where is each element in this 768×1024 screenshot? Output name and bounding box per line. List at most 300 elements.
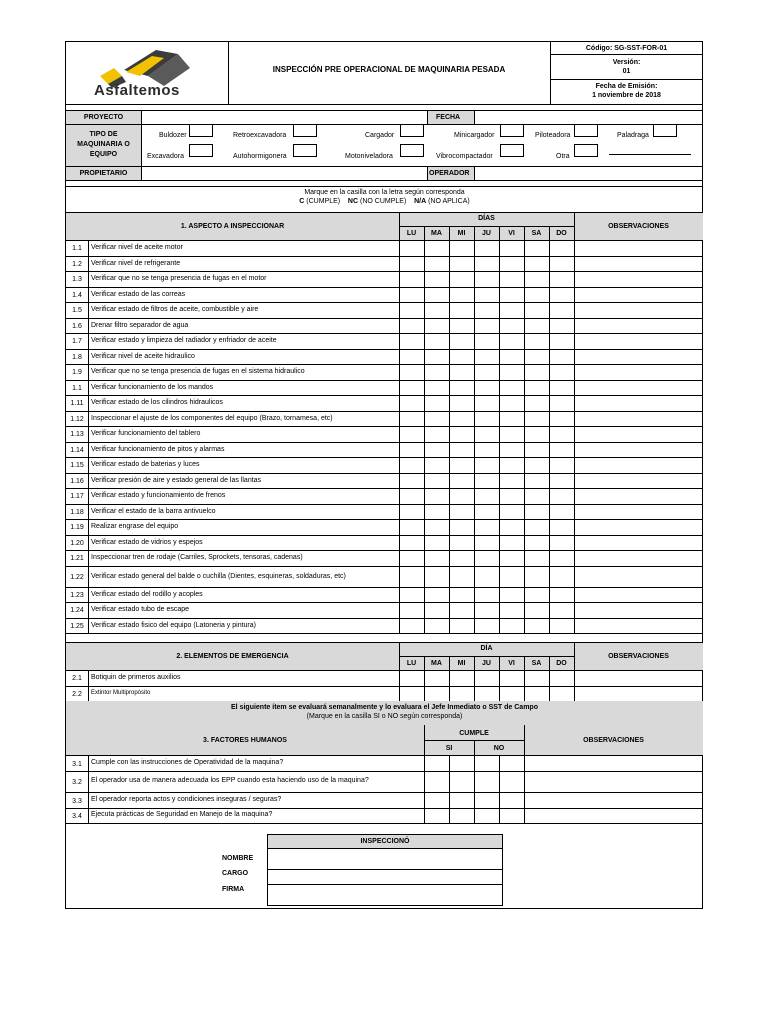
day-cell[interactable] xyxy=(450,443,473,457)
day-cell[interactable] xyxy=(400,687,423,701)
day-cell[interactable] xyxy=(400,551,423,565)
day-cell[interactable] xyxy=(525,350,548,364)
day-cell[interactable] xyxy=(400,350,423,364)
no-cell[interactable] xyxy=(500,772,523,791)
day-cell[interactable] xyxy=(550,241,573,255)
observation-cell[interactable] xyxy=(575,272,702,286)
day-cell[interactable] xyxy=(450,520,473,534)
day-cell[interactable] xyxy=(475,443,498,457)
item-text: Verificar funcionamiento de los mandos xyxy=(91,383,214,391)
day-cell[interactable] xyxy=(500,489,523,503)
day-cell[interactable] xyxy=(450,474,473,488)
machine-label: Piloteadora xyxy=(535,132,571,139)
observation-cell[interactable] xyxy=(525,809,702,822)
observation-cell[interactable] xyxy=(575,412,702,426)
machine-type-label: MAQUINARIA O xyxy=(77,141,130,148)
item-text: Verificar estado y funcionamiento de frenos xyxy=(91,492,226,500)
propietario-label: PROPIETARIO xyxy=(79,170,128,177)
day-cell[interactable] xyxy=(400,257,423,271)
day-cell[interactable] xyxy=(525,567,548,586)
day-cell[interactable] xyxy=(425,458,448,472)
day-cell[interactable] xyxy=(425,567,448,586)
day-cell[interactable] xyxy=(450,365,473,379)
observation-cell[interactable] xyxy=(575,603,702,617)
day-cell[interactable] xyxy=(500,381,523,395)
day-header-do: DO xyxy=(556,660,567,667)
day-cell[interactable] xyxy=(525,365,548,379)
day-cell[interactable] xyxy=(450,272,473,286)
observation-cell[interactable] xyxy=(575,396,702,410)
day-cell[interactable] xyxy=(550,567,573,586)
day-cell[interactable] xyxy=(450,687,473,701)
day-cell[interactable] xyxy=(550,350,573,364)
day-cell[interactable] xyxy=(475,536,498,550)
day-cell[interactable] xyxy=(550,396,573,410)
no-cell[interactable] xyxy=(475,793,498,807)
day-cell[interactable] xyxy=(550,520,573,534)
day-cell[interactable] xyxy=(500,257,523,271)
day-cell[interactable] xyxy=(500,334,523,348)
day-cell[interactable] xyxy=(525,303,548,317)
no-cell[interactable] xyxy=(475,809,498,822)
day-cell[interactable] xyxy=(500,427,523,441)
observation-cell[interactable] xyxy=(575,489,702,503)
observation-cell[interactable] xyxy=(575,288,702,302)
observation-cell[interactable] xyxy=(575,671,702,685)
day-cell[interactable] xyxy=(400,520,423,534)
machine-label: Buldozer xyxy=(159,132,187,139)
day-cell[interactable] xyxy=(450,458,473,472)
day-cell[interactable] xyxy=(400,365,423,379)
version-label: Versión: xyxy=(612,59,641,66)
day-cell[interactable] xyxy=(475,520,498,534)
day-cell[interactable] xyxy=(400,567,423,586)
day-cell[interactable] xyxy=(475,412,498,426)
day-header-sa: SA xyxy=(531,660,542,667)
firma-field[interactable] xyxy=(268,885,502,905)
item-number: 1.17 xyxy=(70,493,84,501)
item-text: Drenar filtro separador de agua xyxy=(91,321,189,329)
no-cell[interactable] xyxy=(475,772,498,791)
day-cell[interactable] xyxy=(425,319,448,333)
observation-cell[interactable] xyxy=(575,381,702,395)
observation-cell[interactable] xyxy=(575,334,702,348)
observation-cell[interactable] xyxy=(575,588,702,602)
day-cell[interactable] xyxy=(400,671,423,685)
day-cell[interactable] xyxy=(400,319,423,333)
day-cell[interactable] xyxy=(475,303,498,317)
day-cell[interactable] xyxy=(475,257,498,271)
item-number: 1.25 xyxy=(70,622,84,630)
day-cell[interactable] xyxy=(525,334,548,348)
machine-label: Vibrocompactador xyxy=(436,153,493,160)
day-cell[interactable] xyxy=(425,443,448,457)
day-cell[interactable] xyxy=(525,520,548,534)
day-cell[interactable] xyxy=(425,536,448,550)
observations-header: OBSERVACIONES xyxy=(583,737,644,744)
nombre-field[interactable] xyxy=(268,849,502,868)
day-cell[interactable] xyxy=(425,427,448,441)
day-cell[interactable] xyxy=(500,443,523,457)
observation-cell[interactable] xyxy=(525,772,702,791)
day-cell[interactable] xyxy=(550,474,573,488)
machine-label: Excavadora xyxy=(147,153,184,160)
day-cell[interactable] xyxy=(425,303,448,317)
day-cell[interactable] xyxy=(550,381,573,395)
day-cell[interactable] xyxy=(475,334,498,348)
si-cell[interactable] xyxy=(425,756,448,770)
item-text: Verificar que no se tenga presencia de fugas en el motor xyxy=(91,275,267,283)
day-cell[interactable] xyxy=(550,603,573,617)
day-cell[interactable] xyxy=(425,687,448,701)
day-cell[interactable] xyxy=(400,241,423,255)
si-cell[interactable] xyxy=(450,793,473,807)
form-code: Código: SG-SST-FOR-01 xyxy=(585,45,668,52)
no-cell[interactable] xyxy=(500,793,523,807)
day-cell[interactable] xyxy=(475,241,498,255)
day-cell[interactable] xyxy=(425,671,448,685)
day-cell[interactable] xyxy=(400,458,423,472)
day-cell[interactable] xyxy=(450,505,473,519)
day-cell[interactable] xyxy=(425,350,448,364)
day-cell[interactable] xyxy=(425,520,448,534)
day-cell[interactable] xyxy=(550,443,573,457)
item-number: 1.16 xyxy=(70,477,84,485)
machine-label: Paladraga xyxy=(617,132,649,139)
day-cell[interactable] xyxy=(425,272,448,286)
day-cell[interactable] xyxy=(500,520,523,534)
day-cell[interactable] xyxy=(525,603,548,617)
day-cell[interactable] xyxy=(450,381,473,395)
section1-title: 1. ASPECTO A INSPECCIONAR xyxy=(180,223,285,230)
item-text: Verificar nivel de aceite hidraulico xyxy=(91,352,195,360)
day-cell[interactable] xyxy=(425,381,448,395)
no-cell[interactable] xyxy=(500,809,523,822)
day-cell[interactable] xyxy=(475,288,498,302)
machine-type-label: EQUIPO xyxy=(89,151,118,158)
day-cell[interactable] xyxy=(425,412,448,426)
day-cell[interactable] xyxy=(500,303,523,317)
day-cell[interactable] xyxy=(525,505,548,519)
day-cell[interactable] xyxy=(500,474,523,488)
si-cell[interactable] xyxy=(425,772,448,791)
day-cell[interactable] xyxy=(450,603,473,617)
day-cell[interactable] xyxy=(475,489,498,503)
day-cell[interactable] xyxy=(400,427,423,441)
day-cell[interactable] xyxy=(425,489,448,503)
si-cell[interactable] xyxy=(450,772,473,791)
day-cell[interactable] xyxy=(550,505,573,519)
observation-cell[interactable] xyxy=(575,687,702,701)
day-cell[interactable] xyxy=(400,443,423,457)
day-cell[interactable] xyxy=(450,536,473,550)
item-number: 1.1 xyxy=(72,245,82,253)
day-cell[interactable] xyxy=(450,396,473,410)
day-cell[interactable] xyxy=(525,536,548,550)
day-cell[interactable] xyxy=(400,588,423,602)
day-header-ju: JU xyxy=(482,230,491,237)
weekly-note: El siguiente ítem se evaluará semanalmente y lo evaluara el Jefe Inmediato o SST de Campo xyxy=(231,704,538,711)
day-cell[interactable] xyxy=(425,334,448,348)
day-header: DÍA xyxy=(480,645,493,652)
day-cell[interactable] xyxy=(500,603,523,617)
day-cell[interactable] xyxy=(475,381,498,395)
day-cell[interactable] xyxy=(475,427,498,441)
form-title: INSPECCIÓN PRE OPERACIONAL DE MAQUINARIA PESADA xyxy=(272,65,506,74)
day-cell[interactable] xyxy=(450,427,473,441)
day-cell[interactable] xyxy=(475,603,498,617)
day-cell[interactable] xyxy=(450,241,473,255)
day-cell[interactable] xyxy=(525,489,548,503)
day-cell[interactable] xyxy=(550,588,573,602)
day-cell[interactable] xyxy=(525,241,548,255)
cargo-field[interactable] xyxy=(268,870,502,883)
item-number: 1.4 xyxy=(72,291,82,299)
day-cell[interactable] xyxy=(550,536,573,550)
day-cell[interactable] xyxy=(400,505,423,519)
day-cell[interactable] xyxy=(475,474,498,488)
item-text: Verificar estado de los cilindros hidraulicos xyxy=(91,399,223,407)
si-cell[interactable] xyxy=(425,793,448,807)
day-cell[interactable] xyxy=(550,412,573,426)
day-cell[interactable] xyxy=(475,365,498,379)
day-cell[interactable] xyxy=(400,396,423,410)
observation-cell[interactable] xyxy=(575,474,702,488)
observation-cell[interactable] xyxy=(525,756,702,770)
day-cell[interactable] xyxy=(550,334,573,348)
day-cell[interactable] xyxy=(400,381,423,395)
day-cell[interactable] xyxy=(400,303,423,317)
day-cell[interactable] xyxy=(425,551,448,565)
day-cell[interactable] xyxy=(550,303,573,317)
day-cell[interactable] xyxy=(400,489,423,503)
day-cell[interactable] xyxy=(425,365,448,379)
day-cell[interactable] xyxy=(525,671,548,685)
si-cell[interactable] xyxy=(450,809,473,822)
machine-label: Retroexcavadora xyxy=(233,132,287,139)
day-cell[interactable] xyxy=(475,619,498,633)
item-number: 2.2 xyxy=(72,690,82,698)
day-cell[interactable] xyxy=(525,427,548,441)
observations-header: OBSERVACIONES xyxy=(608,653,669,660)
day-cell[interactable] xyxy=(425,241,448,255)
observation-cell[interactable] xyxy=(575,551,702,565)
day-cell[interactable] xyxy=(525,619,548,633)
item-number: 1.3 xyxy=(72,276,82,284)
day-cell[interactable] xyxy=(425,603,448,617)
observation-cell[interactable] xyxy=(575,536,702,550)
item-text: Verificar estado y limpieza del radiador y enfriador de aceite xyxy=(91,337,277,345)
day-cell[interactable] xyxy=(400,334,423,348)
day-cell[interactable] xyxy=(475,272,498,286)
item-text: Verificar estado fisico del equipo (Latoneria y pintura) xyxy=(91,621,256,629)
day-header-mi: MI xyxy=(457,660,466,667)
day-cell[interactable] xyxy=(475,588,498,602)
day-cell[interactable] xyxy=(450,319,473,333)
day-cell[interactable] xyxy=(525,319,548,333)
observation-cell[interactable] xyxy=(575,567,702,586)
day-header-ma: MA xyxy=(431,230,442,237)
item-text: Verificar estado de filtros de aceite, combustible y aire xyxy=(91,306,259,314)
si-cell[interactable] xyxy=(450,756,473,770)
item-text: Extintor Multipropósito xyxy=(91,689,151,696)
day-cell[interactable] xyxy=(550,288,573,302)
day-cell[interactable] xyxy=(450,334,473,348)
day-cell[interactable] xyxy=(500,619,523,633)
cargo-label: CARGO xyxy=(222,870,249,877)
day-cell[interactable] xyxy=(400,272,423,286)
day-cell[interactable] xyxy=(525,687,548,701)
day-cell[interactable] xyxy=(450,412,473,426)
day-header-vi: VI xyxy=(508,660,515,667)
day-cell[interactable] xyxy=(475,551,498,565)
day-cell[interactable] xyxy=(450,288,473,302)
day-cell[interactable] xyxy=(450,671,473,685)
day-cell[interactable] xyxy=(525,272,548,286)
day-cell[interactable] xyxy=(450,567,473,586)
item-number: 1.6 xyxy=(72,322,82,330)
day-cell[interactable] xyxy=(525,588,548,602)
item-text: Inspeccionar tren de rodaje (Carriles, Sprockets, tensoras, cadenas) xyxy=(91,554,303,562)
day-cell[interactable] xyxy=(425,588,448,602)
day-cell[interactable] xyxy=(400,619,423,633)
observation-cell[interactable] xyxy=(575,520,702,534)
day-cell[interactable] xyxy=(400,603,423,617)
day-cell[interactable] xyxy=(425,474,448,488)
day-cell[interactable] xyxy=(550,671,573,685)
day-cell[interactable] xyxy=(500,272,523,286)
day-cell[interactable] xyxy=(500,567,523,586)
day-cell[interactable] xyxy=(500,588,523,602)
day-cell[interactable] xyxy=(475,350,498,364)
day-cell[interactable] xyxy=(425,619,448,633)
day-cell[interactable] xyxy=(475,319,498,333)
day-cell[interactable] xyxy=(500,671,523,685)
day-cell[interactable] xyxy=(500,551,523,565)
day-cell[interactable] xyxy=(525,257,548,271)
day-cell[interactable] xyxy=(525,474,548,488)
day-cell[interactable] xyxy=(525,381,548,395)
day-cell[interactable] xyxy=(500,288,523,302)
observation-cell[interactable] xyxy=(575,505,702,519)
day-cell[interactable] xyxy=(500,412,523,426)
observation-cell[interactable] xyxy=(575,443,702,457)
day-cell[interactable] xyxy=(400,536,423,550)
day-cell[interactable] xyxy=(550,619,573,633)
day-cell[interactable] xyxy=(450,619,473,633)
item-number: 1.20 xyxy=(70,539,84,547)
operador-label: OPERADOR xyxy=(429,170,470,177)
day-cell[interactable] xyxy=(425,288,448,302)
day-cell[interactable] xyxy=(475,671,498,685)
observation-cell[interactable] xyxy=(575,619,702,633)
day-cell[interactable] xyxy=(550,687,573,701)
day-cell[interactable] xyxy=(550,489,573,503)
observation-cell[interactable] xyxy=(575,458,702,472)
day-cell[interactable] xyxy=(525,288,548,302)
day-cell[interactable] xyxy=(425,396,448,410)
item-text: Verificar que no se tenga presencia de fugas en el sistema hidraulico xyxy=(91,368,305,376)
observation-cell[interactable] xyxy=(575,303,702,317)
observation-cell[interactable] xyxy=(575,241,702,255)
si-cell[interactable] xyxy=(425,809,448,822)
day-cell[interactable] xyxy=(500,350,523,364)
day-cell[interactable] xyxy=(450,303,473,317)
day-cell[interactable] xyxy=(550,427,573,441)
day-cell[interactable] xyxy=(500,365,523,379)
observation-cell[interactable] xyxy=(525,793,702,807)
day-header-mi: MI xyxy=(457,230,466,237)
day-cell[interactable] xyxy=(550,272,573,286)
day-cell[interactable] xyxy=(450,257,473,271)
item-number: 1.7 xyxy=(72,338,82,346)
day-cell[interactable] xyxy=(450,588,473,602)
observation-cell[interactable] xyxy=(575,257,702,271)
day-cell[interactable] xyxy=(475,505,498,519)
day-cell[interactable] xyxy=(525,551,548,565)
fecha-label: FECHA xyxy=(436,114,461,121)
day-cell[interactable] xyxy=(475,396,498,410)
day-cell[interactable] xyxy=(550,365,573,379)
day-cell[interactable] xyxy=(500,505,523,519)
inspection-form xyxy=(65,41,703,909)
observation-cell[interactable] xyxy=(575,319,702,333)
day-cell[interactable] xyxy=(500,241,523,255)
day-cell[interactable] xyxy=(500,687,523,701)
item-number: 1.14 xyxy=(70,446,84,454)
day-cell[interactable] xyxy=(525,412,548,426)
day-cell[interactable] xyxy=(500,536,523,550)
day-cell[interactable] xyxy=(500,319,523,333)
observation-cell[interactable] xyxy=(575,365,702,379)
day-cell[interactable] xyxy=(550,551,573,565)
observation-cell[interactable] xyxy=(575,350,702,364)
day-cell[interactable] xyxy=(400,474,423,488)
day-cell[interactable] xyxy=(450,350,473,364)
day-cell[interactable] xyxy=(475,458,498,472)
day-cell[interactable] xyxy=(550,257,573,271)
day-cell[interactable] xyxy=(475,567,498,586)
day-cell[interactable] xyxy=(425,505,448,519)
day-cell[interactable] xyxy=(525,443,548,457)
day-cell[interactable] xyxy=(400,412,423,426)
section2-title: 2. ELEMENTOS DE EMERGENCIA xyxy=(176,653,289,660)
item-text: Verificar estado tubo de escape xyxy=(91,606,190,614)
day-cell[interactable] xyxy=(450,551,473,565)
item-number: 2.1 xyxy=(72,675,82,682)
day-cell[interactable] xyxy=(400,288,423,302)
day-cell[interactable] xyxy=(500,396,523,410)
item-number: 1.23 xyxy=(70,591,84,599)
day-cell[interactable] xyxy=(525,458,548,472)
no-cell[interactable] xyxy=(475,756,498,770)
item-number: 1.24 xyxy=(70,607,84,615)
day-cell[interactable] xyxy=(550,458,573,472)
section3-title: 3. FACTORES HUMANOS xyxy=(203,737,287,744)
machine-label: Motoniveladora xyxy=(345,153,393,160)
item-text: Verificar nivel de refrigerante xyxy=(91,259,181,267)
observation-cell[interactable] xyxy=(575,427,702,441)
item-text: Verificar el estado de la barra antivuelco xyxy=(91,507,216,515)
day-cell[interactable] xyxy=(525,396,548,410)
no-cell[interactable] xyxy=(500,756,523,770)
day-cell[interactable] xyxy=(450,489,473,503)
day-cell[interactable] xyxy=(425,257,448,271)
day-cell[interactable] xyxy=(550,319,573,333)
day-cell[interactable] xyxy=(475,687,498,701)
day-cell[interactable] xyxy=(500,458,523,472)
proyecto-label: PROYECTO xyxy=(83,114,124,121)
